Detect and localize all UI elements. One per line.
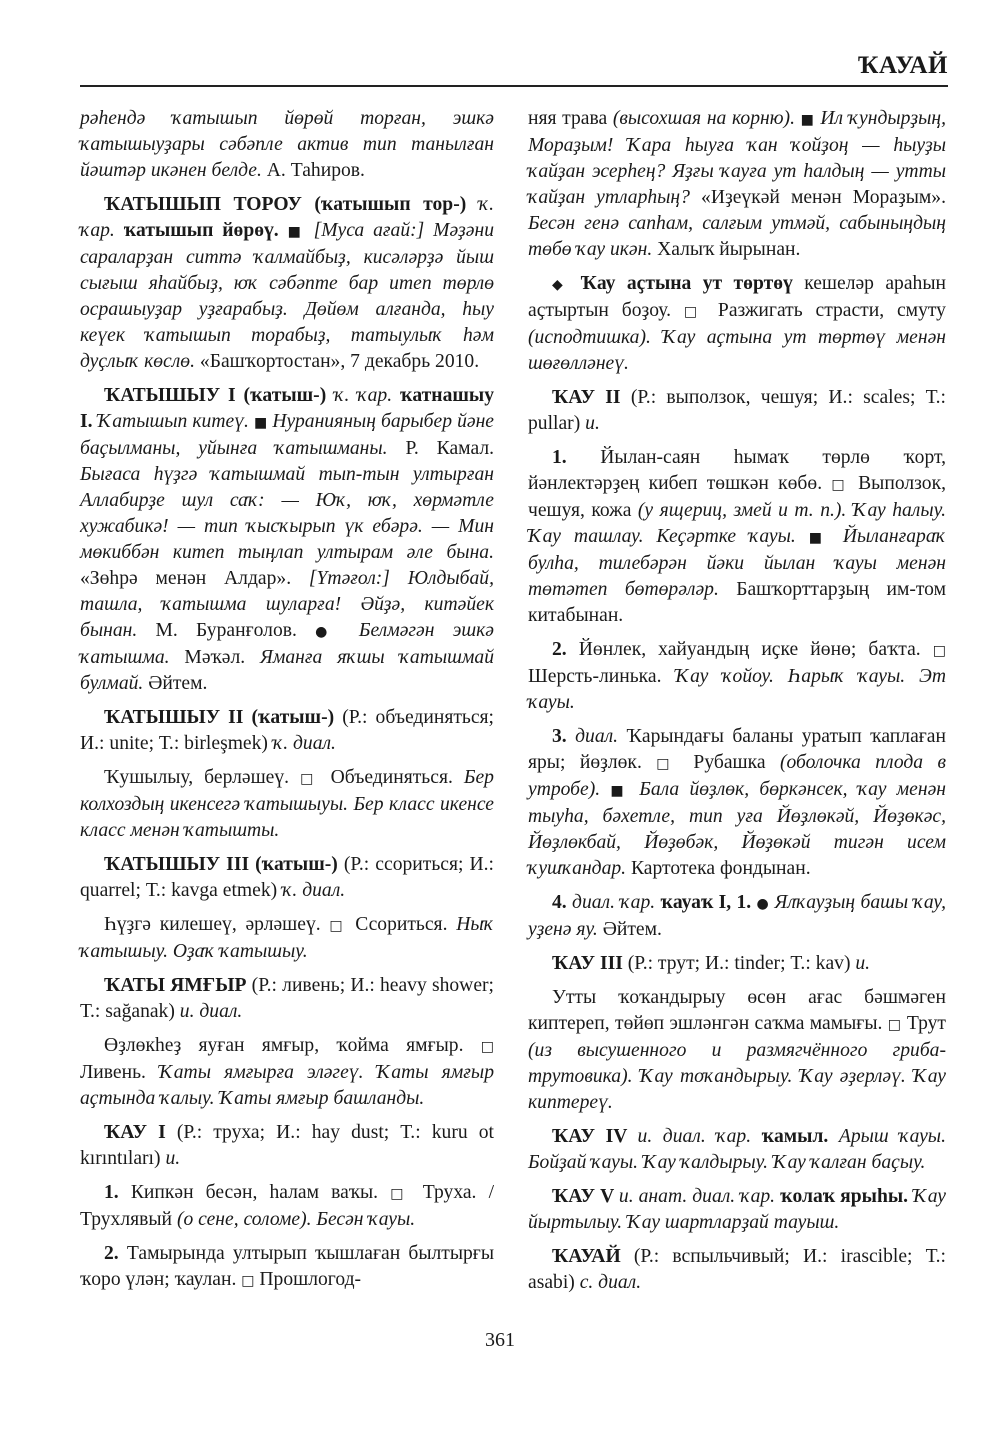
dictionary-entry (528, 271, 946, 377)
example-marker-icon: ■ (808, 530, 830, 546)
entry-text: Картотека фондынан. (630, 858, 811, 879)
entry-text: «Зөһрә менән Алдар». (80, 568, 309, 589)
entry-headword: ҡауаҡ I, 1. (660, 892, 757, 913)
translation-marker-icon: □ (329, 918, 347, 934)
dictionary-entry (528, 1124, 946, 1176)
entry-italic-text: [Үтәғол:] Юлдыбай, ташла, ҡатышма шуларға! Әйҙә, китәйек бынан. (80, 568, 494, 641)
entry-text: Ҡарындағы баланы уратып ҡаплаған яры; йөҙлөк. (528, 726, 946, 773)
example-marker-icon: ■ (800, 112, 815, 128)
entry-italic-text: Бала йөҙлөк, бөркәнсек, ҡау менән тыуһа, бәхетле, тип уға Йөҙлөкәй, Йөҙөкәс, Йөҙлөкбай, Йөҙөбәк, Йөҙөкәй тигән исем ҡушҡандар. (528, 779, 946, 879)
entry-headword: 3. (552, 726, 576, 747)
translation-marker-icon: □ (480, 1039, 494, 1055)
entry-italic-text: диал. (575, 726, 627, 747)
dictionary-entry (528, 445, 946, 629)
entry-italic-text: и. (585, 413, 600, 434)
entry-text: Әйтем. (148, 673, 208, 694)
translation-marker-icon: □ (656, 756, 680, 772)
entry-headword: 1. (104, 1182, 131, 1203)
entry-text: Р. Камал. (405, 438, 494, 459)
dictionary-entry (528, 637, 946, 716)
entry-text: Башҡорттарҙың им-том китабынан. (528, 579, 946, 626)
entry-italic-text: (у ящериц, змей и т. п.). Ҡау һалыу. Ҡау ташлау. Кеҫәртке ҡауы. (528, 500, 946, 547)
entry-text: Труха. / Трухлявый (80, 1182, 495, 1230)
entry-text: Разжигать страсти, смуту (705, 300, 946, 321)
entry-text: Кипкән бесән, һалам ваҡы. (130, 1182, 391, 1203)
entry-text: Йылан-саян һымаҡ төрлө ҡорт, йәнлектәрҙең кибеп төшкән көбө. (528, 447, 947, 494)
entry-text: (Р.: ливень; И.: heavy shower; Т.: sağanak) (80, 975, 494, 1022)
entry-italic-text: и. диал. (179, 1001, 243, 1022)
entry-headword: ҠАТЫШЫУ III (ҡатыш-) (104, 854, 344, 875)
entry-italic-text: и. (165, 1148, 181, 1169)
dictionary-entry (80, 852, 494, 904)
entry-italic-text: Ҡаты ямғырға эләгеү. Ҡаты ямғыр аҫтында ҡалыу. Ҡаты ямғыр башланды. (80, 1062, 494, 1109)
translation-marker-icon: □ (300, 771, 320, 787)
entry-italic-text: (из высушенного и размягчённого гриба-трутовика). Ҡау тоҡандырыу. Ҡау әҙерләү. Ҡау киптереү. (528, 1040, 946, 1113)
entry-headword: ҠАУ II (552, 387, 631, 408)
entry-italic-text: ҡ. ҡар. (334, 385, 401, 406)
dictionary-entry (80, 383, 494, 697)
dictionary-entry (80, 1120, 494, 1172)
entry-text: (Р.: ссориться; И.: quarrel; Т.: kavga etmek) (80, 854, 494, 901)
entry-headword: ҠАУ III (552, 953, 628, 974)
dictionary-entry (528, 1244, 946, 1296)
dictionary-entry (80, 973, 494, 1025)
dictionary-entry (80, 705, 494, 757)
translation-marker-icon: □ (390, 1186, 411, 1202)
entry-headword: ҡолаҡ ярыһы. (780, 1186, 914, 1207)
entry-headword: ҠАУ V (552, 1186, 619, 1207)
entry-italic-text: [Муса ағай:] Мәҙәни саралар​ҙан ситтә ҡалмайбыҙ, кисәләрҙә йыш сығыш яһайбыҙ, юҡ сәбәпте бар итеп төрлө осрашыуҙар уҙғарабыҙ. Дөйөм алғанда, һыу кеүек ҡатышып торабыҙ, татыулыҡ һәм дуҫлыҡ көслө. (80, 220, 494, 372)
entry-italic-text: Ҡатышып китеү. (97, 411, 254, 432)
entry-text: Һүҙгә килешеү, әрләшеү. (104, 914, 330, 935)
entry-italic-text: ҡ. ҡар. (80, 194, 494, 241)
entry-text: Шерсть-линька. (528, 666, 676, 687)
translation-marker-icon: □ (887, 1017, 902, 1033)
entry-text: Утты ҡоҡандырыу өсөн ағас бәшмәген киптереп, төйөп эшләнгән саҡма мамығы. (528, 987, 946, 1034)
entry-headword: ҠАУ IV (552, 1126, 638, 1147)
dictionary-entry (528, 985, 946, 1116)
entry-text: Өҙлөкһеҙ яуған ямғыр, ҡойма ямғыр. (104, 1035, 481, 1056)
entry-headword: 1. (552, 447, 601, 468)
entry-headword: ҠАТЫШЫУ II (ҡатыш-) (104, 707, 343, 728)
proverb-marker-icon: ● (756, 896, 770, 912)
entry-text: (Р.: трут; И.: tinder; Т.: kav) (627, 953, 856, 974)
entry-text: (Р.: труха; И.: hay dust; Т.: kuru ot kırıntıları) (80, 1122, 494, 1169)
entry-italic-text: Арыш ҡауы. Бойҙай ҡауы. Ҡау ҡалдырыу. Ҡау ҡалған баҫыу. (528, 1126, 946, 1173)
entry-text: «Башҡортостан», 7 декабрь 2010. (199, 351, 480, 372)
entry-headword: ҡатнашыу I. (80, 385, 495, 432)
dictionary-entry (528, 951, 946, 977)
dictionary-entry (528, 1184, 946, 1236)
entry-italic-text: диал. ҡар. (572, 892, 661, 913)
entry-continuation (80, 106, 494, 184)
entry-text: Ҡушылыу, берләшеү. (104, 767, 301, 788)
entry-italic-text: и. диал. ҡар. (637, 1126, 762, 1147)
entry-text: няя трава (528, 108, 613, 129)
entry-headword: 2. (552, 639, 579, 660)
entry-italic-text: (исподтишка). Ҡау аҫтына ут төртөү менән шөғөлләнеү. (528, 327, 946, 374)
entry-headword: ҠАТЫШЫУ I (ҡатыш-) (104, 385, 335, 406)
entry-italic-text: Яманға яҡшы ҡатышмай булмай. (80, 647, 494, 694)
dictionary-entry (80, 1241, 494, 1294)
entry-text: Объединяться. (319, 767, 464, 788)
dictionary-entry (80, 192, 494, 375)
entry-text: Йөнлек, хайуандың иҫке йөнө; баҡта. (578, 639, 933, 660)
entry-italic-text: Ныҡ ҡатышыу. Оҙаҡ ҡатышыу. (80, 914, 494, 962)
entry-text: кешеләр араһын аҫтыртын боҙоу. (528, 273, 946, 321)
entry-text: Ливень. (80, 1062, 160, 1083)
entry-headword: ҠАУАЙ (552, 1246, 634, 1267)
entry-italic-text: Бер колхоздың икенсегә ҡатышыуы. Бер класс икенсе класс менән ҡатышты. (80, 767, 494, 841)
dictionary-entry (80, 1180, 494, 1233)
entry-text: Халыҡ йырынан. (657, 239, 801, 260)
entry-text: Рубашка (679, 752, 780, 773)
entry-continuation (528, 106, 946, 263)
entry-headword: 4. (552, 892, 573, 913)
left-column (80, 106, 494, 1302)
entry-headword: ҠАТЫ ЯМҒЫР (104, 975, 252, 996)
dictionary-entry (80, 1033, 494, 1112)
dictionary-entry (80, 912, 494, 965)
entry-text: Тамырында ултырып ҡышлаған былтырғы ҡоро үлән; ҡаулан. (80, 1243, 494, 1290)
entry-text: «Иҙеүкәй менән Мораҙым». (701, 187, 946, 208)
dictionary-entry (528, 385, 946, 437)
translation-marker-icon: □ (241, 1273, 255, 1289)
translation-marker-icon: □ (831, 477, 849, 493)
idiom-marker-icon: ◆ (552, 277, 570, 293)
entry-text: М. Буранғолов. (155, 620, 316, 641)
entry-italic-text: Белмәгән эшкә ҡатышма. (80, 620, 494, 668)
example-marker-icon: ■ (610, 783, 630, 799)
entry-headword: ҡамыл. (761, 1126, 839, 1147)
entry-text: Әйтем. (602, 919, 662, 940)
running-head: ҠАУАЙ (857, 52, 948, 79)
entry-text: Мәҡәл. (184, 647, 260, 668)
entry-text: (Р.: вспыльчивый; И.: irascible; Т.: asabi) (528, 1246, 947, 1293)
entry-text: Прошлогод- (254, 1269, 362, 1290)
entry-italic-text: и. анат. диал. ҡар. (618, 1186, 781, 1207)
entry-italic-text: Бығаса һүҙгә ҡатышмай тып-тын ултырған Аллабирҙе шул саҡ: — Юҡ, юҡ, хөрмәтле хужабикә! — тип ҡысҡырып үк ебәрә. — Мин мөкиббән китеп тыңлап ултырам әле бына. (80, 464, 494, 563)
dictionary-entry (528, 890, 946, 943)
entry-text: Выползок, чешуя, кожа (528, 473, 946, 521)
entry-text: Трут (901, 1013, 946, 1034)
entry-text: Ссориться. (346, 914, 457, 935)
entry-italic-text: ҡ. диал. (282, 880, 346, 901)
example-marker-icon: ■ (253, 415, 268, 431)
entry-italic-text: (оболочка плода в утробе). (528, 752, 946, 800)
entry-italic-text: Нуранияның барыбер йәне баҫылманы, уйынға ҡатышманы. (80, 411, 494, 459)
entry-italic-text: (о сене, соломе). Бесән ҡауы. (176, 1209, 416, 1230)
header-rule (80, 85, 948, 87)
entry-headword: ҠАУ I (104, 1122, 177, 1143)
proverb-marker-icon: ● (315, 624, 341, 640)
entry-headword: ҠАТЫШЫП ТОРОУ (ҡатышып тор-) (104, 194, 479, 215)
entry-italic-text: ҡ. диал. (272, 733, 336, 754)
dictionary-entry (528, 724, 946, 882)
translation-marker-icon: □ (932, 643, 947, 659)
entry-italic-text: Ҡау ҡойоу. Һарыҡ ҡауы. Эт ҡауы. (528, 666, 946, 713)
example-marker-icon: ■ (287, 224, 305, 240)
entry-headword: Ҡау аҫтына ут төртөү (569, 273, 805, 294)
entry-italic-text: с. диал. (579, 1272, 642, 1293)
page-number: 361 (485, 1329, 515, 1351)
translation-marker-icon: □ (683, 304, 706, 320)
entry-italic-text: рәһендә ҡатышып йөрөй торған, эшкә ҡатышыуҙары сәбәпле актив тип танылған йәштәр икәнен белде. (80, 108, 494, 181)
entry-italic-text: Ил ҡундырҙың, Мораҙым! Ҡара һыуға ҡан ҡойҙоң — һыуҙы ҡайҙан эсерһең? Яҙғы ҡауға ут һалдың — утты ҡайҙан утларһың? (528, 108, 946, 208)
dictionary-entry (80, 765, 494, 844)
entry-italic-text: Ҡау йыртылыу. Ҡау шартларҙай тауыш. (528, 1186, 946, 1233)
entry-italic-text: и. (855, 953, 871, 974)
entry-text: (Р.: выползок, чешуя; И.: scales; Т.: pullar) (528, 387, 946, 434)
right-column (528, 106, 946, 1304)
entry-headword: ҡатышып йөрөү. (123, 220, 288, 241)
entry-italic-text: (высохшая на корню). (612, 108, 801, 129)
entry-italic-text: Ялҡауҙың башы ҡау, уҙенә яу. (528, 892, 947, 940)
entry-italic-text: Бесән генә сапһам, салғым утмәй, сабыныңдың төбө ҡау икән. (528, 213, 946, 260)
entry-text: (Р.: объединяться; И.: unite; Т.: birleşmek) (80, 707, 495, 754)
entry-italic-text: Йыланғараҡ булһа, тилебәрән йәки йылан ҡауы менән төтәтеп бөтөрәләр. (528, 526, 946, 600)
entry-text: А. Таһиров. (266, 160, 365, 181)
entry-headword: 2. (104, 1243, 127, 1264)
